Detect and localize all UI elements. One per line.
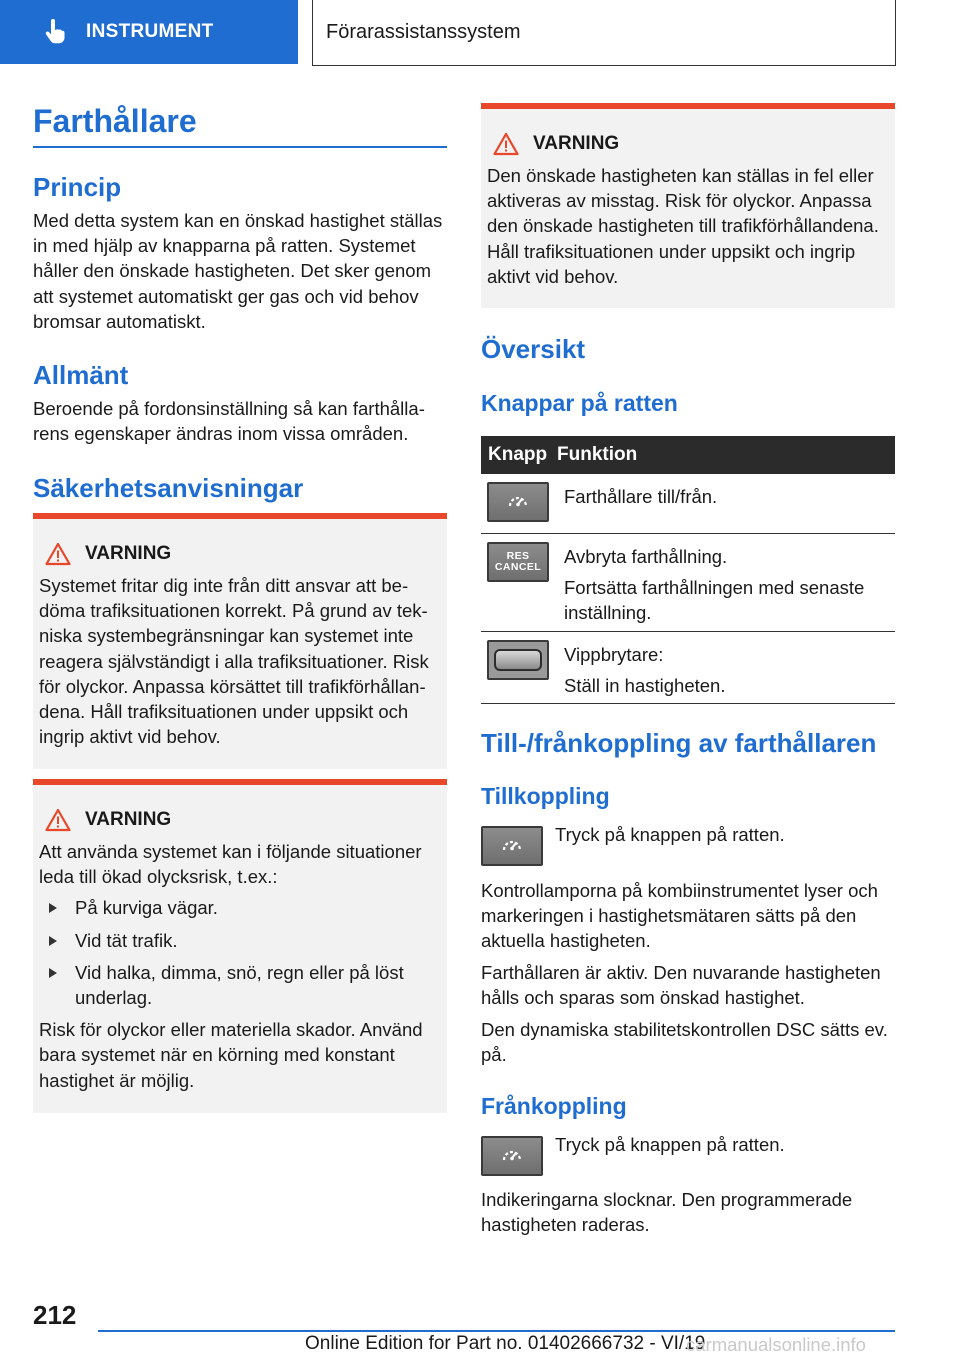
column-header-button: Knapp <box>488 444 548 465</box>
buttons-table <box>481 436 895 704</box>
warning-bullet-list <box>39 895 441 1010</box>
section-label: INSTRUMENT <box>86 21 214 42</box>
warning-triangle-icon <box>45 808 71 832</box>
warning-triangle-icon <box>493 132 519 156</box>
overview-heading: Översikt <box>481 334 586 364</box>
warning-outro: Risk för olyckor eller materiella skador. Använd bara systemet när en körning med konstant hastighet är möjlig. <box>39 1019 423 1091</box>
warning-text: Systemet fritar dig inte från ditt ansvar att bedöma trafiksituationen korrekt. På grund av tekniska systembegränsningar kan systemet inte reagera självständigt i alla trafiksituationer. Risk för olyckor. Anpassa körsättet till trafikförhållandena. Håll trafiksituationen under uppsikt och ingrip aktivt vid behov. <box>39 575 429 748</box>
general-heading: Allmänt <box>33 360 129 390</box>
warning-title: VARNING <box>493 131 889 157</box>
warning-triangle-icon <box>45 542 71 566</box>
principle-text: Med detta system kan en önskad hastighet ställas in med hjälp av knapparna på ratten. Systemet håller den önskade hastigheten. Det sker genom att systemet automatiskt ger gas och vid behov bromsar automatiskt. <box>33 210 443 332</box>
watermark: carmanualsonline.info <box>686 1334 866 1355</box>
row-function: Avbryta farthållning. <box>564 546 728 567</box>
page-title: Farthållare <box>33 103 197 139</box>
on-text-1: Kontrollamporna på kombiinstrumentet lyser och markeringen i hastighetsmätaren sätts på den aktuella hastigheten. <box>481 880 878 952</box>
table-row <box>481 474 895 534</box>
buttons-subheading: Knappar på ratten <box>481 390 678 416</box>
warning-title: VARNING <box>45 807 441 833</box>
safety-heading: Säkerhetsanvisningar <box>33 473 304 503</box>
warning-title: VARNING <box>45 541 441 567</box>
warning-box-3 <box>481 103 895 308</box>
list-item: På kurviga vägar. <box>39 895 441 920</box>
section-tab[interactable] <box>0 0 298 64</box>
warning-text: Den önskade hastigheten kan ställas in fel eller aktiveras av misstag. Risk för olyckor. Anpassa den önskade hastigheten till trafikförhållandena. Håll trafiksituationen under uppsikt och ingrip aktivt vid behov. <box>487 165 879 287</box>
principle-heading: Princip <box>33 172 122 202</box>
column-header-function: Funktion <box>557 444 638 465</box>
row-function: Ställ in hastigheten. <box>564 675 726 696</box>
table-row <box>481 632 895 704</box>
on-text-3: Den dynamiska stabilitetskontrollen DSC sätts ev. på. <box>481 1019 888 1066</box>
res-cancel-button-icon: RES CANCEL <box>487 542 549 582</box>
hand-pointer-icon <box>40 18 68 46</box>
footer-divider <box>98 1330 895 1332</box>
on-text-2: Farthållaren är aktiv. Den nuvarande hastigheten hålls och sparas som önskad hastighet. <box>481 962 881 1009</box>
off-text-1: Indikeringarna slocknar. Den programmerade hastigheten raderas. <box>481 1189 853 1236</box>
onoff-heading: Till-/frånkoppling av farthållaren <box>481 728 877 758</box>
list-item: Vid halka, dimma, snö, regn eller på löst underlag. <box>39 960 441 1010</box>
page-number: 212 <box>33 1300 77 1330</box>
table-row <box>481 534 895 632</box>
cruise-control-icon <box>487 482 549 522</box>
title-divider <box>33 146 447 148</box>
on-action: Tryck på knappen på ratten. <box>555 824 785 845</box>
edition-text: Online Edition for Part no. 01402666732 - VI/19 <box>305 1333 706 1354</box>
chapter-title: Förarassistanssystem <box>326 21 521 43</box>
chapter-header <box>312 0 896 66</box>
rocker-switch-icon <box>487 640 549 680</box>
row-function: Farthållare till/från. <box>564 486 718 507</box>
general-text: Beroende på fordonsinställning så kan farthållarens egenskaper ändras inom vissa områden. <box>33 398 425 445</box>
warning-box-1 <box>33 513 447 769</box>
cruise-control-icon <box>481 826 543 866</box>
row-function: Fortsätta farthållningen med senaste inställning. <box>564 577 865 623</box>
row-function: Vippbrytare: <box>564 644 664 665</box>
cruise-control-icon <box>481 1136 543 1176</box>
table-header <box>481 436 895 474</box>
on-heading: Tillkoppling <box>481 783 610 809</box>
list-item: Vid tät trafik. <box>39 928 441 953</box>
off-action: Tryck på knappen på ratten. <box>555 1134 785 1155</box>
warning-intro: Att använda systemet kan i följande situationer leda till ökad olycksrisk, t.ex.: <box>39 841 422 888</box>
warning-box-2 <box>33 779 447 1113</box>
off-heading: Frånkoppling <box>481 1093 627 1119</box>
